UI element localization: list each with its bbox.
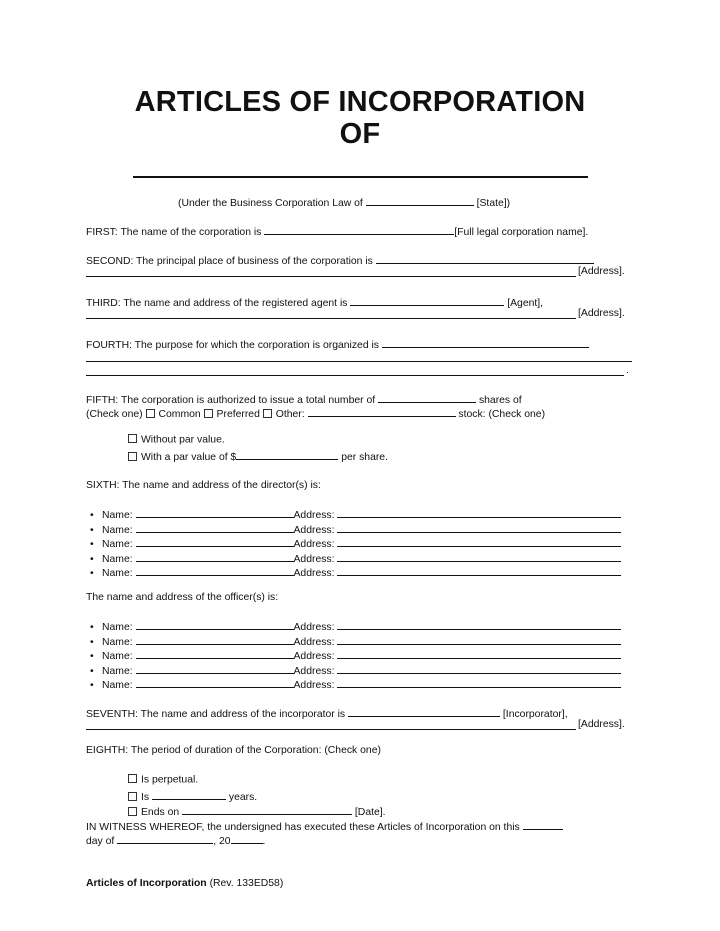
director-entry xyxy=(90,565,621,580)
officer-name-blank[interactable] xyxy=(136,619,294,630)
ends-on-option xyxy=(128,804,386,819)
ends-on-label: Ends on xyxy=(141,807,180,818)
incorporator-name-blank[interactable] xyxy=(348,706,500,717)
officer-address-blank[interactable] xyxy=(337,663,621,674)
purpose-blank-2[interactable] xyxy=(86,361,632,362)
director-name-blank[interactable] xyxy=(136,536,294,547)
principal-address-blank[interactable] xyxy=(86,276,576,277)
footer-title: Articles of Incorporation xyxy=(86,878,207,889)
article-seventh-text: SEVENTH: The name and address of the incorporator is xyxy=(86,709,346,720)
footer-revision: (Rev. 133ED58) xyxy=(209,878,284,889)
bullet: • xyxy=(90,510,94,521)
ends-on-checkbox[interactable] xyxy=(128,807,137,816)
address-label: Address: xyxy=(293,568,335,580)
date-label: [Date]. xyxy=(354,807,386,818)
perpetual-checkbox[interactable] xyxy=(128,774,137,783)
governing-law-line xyxy=(178,195,510,210)
day-of-label: day of xyxy=(86,836,115,847)
witness-year-blank[interactable] xyxy=(231,833,263,844)
other-label: Other: xyxy=(275,409,305,420)
name-label: Name: xyxy=(102,568,133,580)
incorporator-address-label: [Address]. xyxy=(578,719,625,730)
stock-class-line xyxy=(86,406,545,421)
officer-entry xyxy=(90,634,621,649)
director-name-blank[interactable] xyxy=(136,522,294,533)
witness-day-blank[interactable] xyxy=(523,819,563,830)
address-label: Address: xyxy=(293,636,335,648)
director-address-blank[interactable] xyxy=(337,507,621,518)
years-checkbox[interactable] xyxy=(128,792,137,801)
witness-text: IN WITNESS WHEREOF, the undersigned has executed these Articles of Incorporation on this xyxy=(86,822,520,833)
corporation-name-label: [Full legal corporation name]. xyxy=(454,227,589,238)
address-label: Address: xyxy=(293,553,335,565)
director-entry xyxy=(90,536,621,551)
witness-date-line xyxy=(86,833,265,848)
address-label: Address: xyxy=(293,510,335,521)
governing-law-text: (Under the Business Corporation Law of xyxy=(178,198,363,209)
state-blank[interactable] xyxy=(366,195,474,206)
corporation-name-blank[interactable] xyxy=(264,224,454,235)
witness-line xyxy=(86,819,563,834)
common-label: Common xyxy=(158,409,201,420)
bullet: • xyxy=(90,539,94,551)
officer-name-blank[interactable] xyxy=(136,663,294,674)
end-date-blank[interactable] xyxy=(182,804,352,815)
article-fifth-text: FIFTH: The corporation is authorized to issue a total number of xyxy=(86,395,376,406)
perpetual-label: Is perpetual. xyxy=(141,774,199,786)
officer-name-blank[interactable] xyxy=(136,648,294,659)
with-par-checkbox[interactable] xyxy=(128,452,137,461)
agent-name-blank[interactable] xyxy=(350,295,504,306)
years-option xyxy=(128,789,257,804)
director-name-blank[interactable] xyxy=(136,565,294,576)
director-address-blank[interactable] xyxy=(337,536,621,547)
per-share-label: per share. xyxy=(341,452,388,463)
purpose-blank-3[interactable] xyxy=(86,375,624,376)
officer-address-blank[interactable] xyxy=(337,677,621,688)
perpetual-option xyxy=(128,774,198,787)
address-label: Address: xyxy=(293,665,335,677)
other-checkbox[interactable] xyxy=(263,409,272,418)
without-par-checkbox[interactable] xyxy=(128,434,137,443)
other-stock-blank[interactable] xyxy=(308,406,456,417)
name-label: Name: xyxy=(102,651,133,663)
incorporator-label: [Incorporator], xyxy=(502,709,568,720)
director-entry xyxy=(90,522,621,537)
article-fifth xyxy=(86,392,522,407)
article-sixth: SIXTH: The name and address of the director(s) is: xyxy=(86,480,321,491)
footer xyxy=(86,878,283,889)
address-label: Address: xyxy=(293,539,335,551)
name-label: Name: xyxy=(102,636,133,648)
article-fourth-text: FOURTH: The purpose for which the corporation is organized is xyxy=(86,340,379,351)
purpose-blank-1[interactable] xyxy=(382,337,589,348)
bullet: • xyxy=(90,568,94,580)
officer-address-blank[interactable] xyxy=(337,648,621,659)
name-label: Name: xyxy=(102,524,133,536)
address-label: Address: xyxy=(293,524,335,536)
name-label: Name: xyxy=(102,622,133,633)
director-address-blank[interactable] xyxy=(337,551,621,562)
article-second xyxy=(86,253,594,268)
officer-name-blank[interactable] xyxy=(136,677,294,688)
article-seventh xyxy=(86,706,568,721)
document-title: ARTICLES OF INCORPORATION xyxy=(134,86,586,118)
bullet: • xyxy=(90,636,94,648)
total-shares-blank[interactable] xyxy=(378,392,476,403)
corporation-name-rule xyxy=(133,176,588,178)
without-par-option xyxy=(128,434,225,447)
address-label: Address: xyxy=(293,622,335,633)
stock-check-one-label: stock: (Check one) xyxy=(458,409,546,420)
bullet: • xyxy=(90,651,94,663)
officer-name-blank[interactable] xyxy=(136,634,294,645)
agent-address-blank[interactable] xyxy=(86,318,576,319)
with-par-label: With a par value of $ xyxy=(141,452,237,463)
preferred-checkbox[interactable] xyxy=(204,409,213,418)
with-par-option xyxy=(128,449,388,464)
name-label: Name: xyxy=(102,539,133,551)
director-entry xyxy=(90,507,621,522)
bullet: • xyxy=(90,622,94,633)
article-third xyxy=(86,295,543,310)
article-second-text: SECOND: The principal place of business of the corporation is xyxy=(86,256,373,267)
witness-end: . xyxy=(262,836,266,847)
name-label: Name: xyxy=(102,510,133,521)
par-value-blank[interactable] xyxy=(236,449,338,460)
preferred-label: Preferred xyxy=(216,409,260,420)
without-par-label: Without par value. xyxy=(141,434,225,446)
officer-address-blank[interactable] xyxy=(337,634,621,645)
director-address-blank[interactable] xyxy=(337,522,621,533)
bullet: • xyxy=(90,680,94,692)
agent-address-label: [Address]. xyxy=(578,308,625,319)
address-label: Address: xyxy=(293,680,335,692)
bullet: • xyxy=(90,524,94,536)
address-label: Address: xyxy=(293,651,335,663)
director-name-blank[interactable] xyxy=(136,507,294,518)
director-address-blank[interactable] xyxy=(337,565,621,576)
officer-address-blank[interactable] xyxy=(337,619,621,630)
officer-entry xyxy=(90,663,621,678)
state-label: [State]) xyxy=(476,198,511,209)
name-label: Name: xyxy=(102,680,133,692)
is-label: Is xyxy=(141,792,150,803)
article-third-text: THIRD: The name and address of the registered agent is xyxy=(86,298,348,309)
name-label: Name: xyxy=(102,665,133,677)
officers-heading: The name and address of the officer(s) is: xyxy=(86,592,279,603)
purpose-end: . xyxy=(626,365,629,376)
bullet: • xyxy=(90,553,94,565)
officer-entry xyxy=(90,619,621,634)
principal-address-label: [Address]. xyxy=(578,266,625,277)
article-eighth: EIGHTH: The period of duration of the Corporation: (Check one) xyxy=(86,745,381,756)
bullet: • xyxy=(90,665,94,677)
years-label: years. xyxy=(228,792,258,803)
director-name-blank[interactable] xyxy=(136,551,294,562)
document-title-of: OF xyxy=(339,118,381,150)
name-label: Name: xyxy=(102,553,133,565)
common-checkbox[interactable] xyxy=(146,409,155,418)
article-first-text: FIRST: The name of the corporation is xyxy=(86,227,262,238)
agent-label: [Agent], xyxy=(507,298,544,309)
check-one-label: (Check one) xyxy=(86,409,143,420)
shares-of-label: shares of xyxy=(478,395,522,406)
year-prefix-label: , 20 xyxy=(213,836,231,847)
officer-entry xyxy=(90,677,621,692)
years-blank[interactable] xyxy=(152,789,226,800)
officer-entry xyxy=(90,648,621,663)
principal-place-blank[interactable] xyxy=(376,253,594,264)
article-fourth xyxy=(86,337,589,352)
director-entry xyxy=(90,551,621,566)
witness-month-blank[interactable] xyxy=(117,833,213,844)
article-first xyxy=(86,224,588,239)
incorporator-address-blank[interactable] xyxy=(86,729,576,730)
